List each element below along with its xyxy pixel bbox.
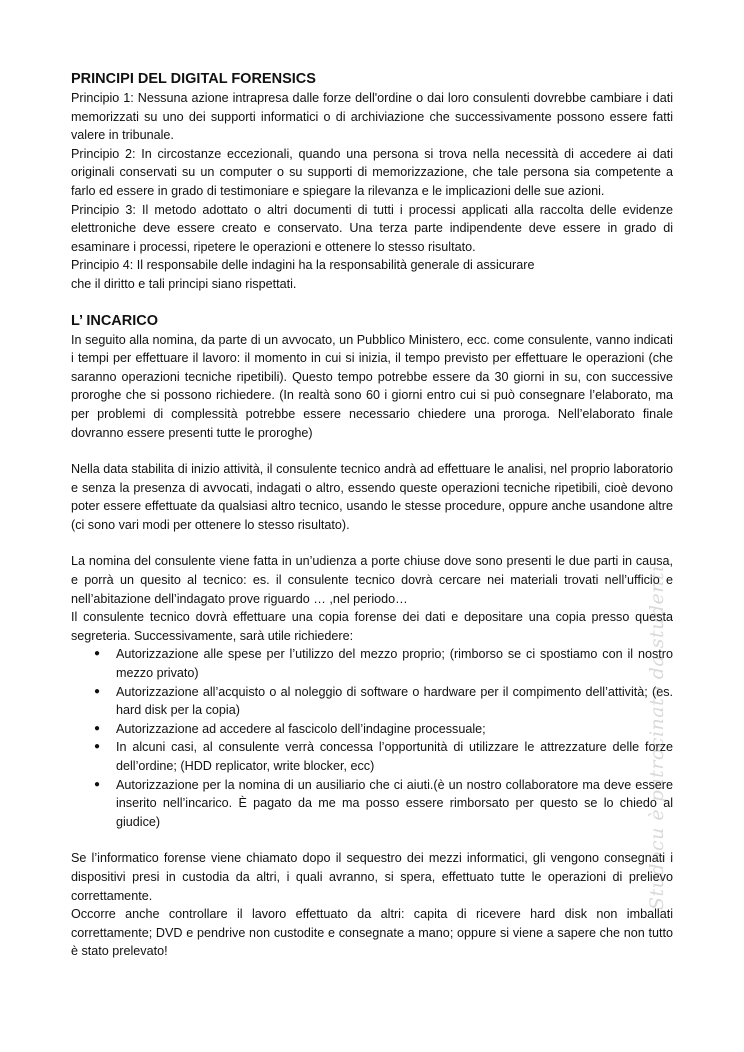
incarico-paragraph-6: Occorre anche controllare il lavoro effettuato da altri: capita di ricevere hard disk non imballati correttamente; DVD e pendrive non custodite e consegnate a mano; oppure si viene a sapere che non tutto è stato prelevato! [71,907,673,959]
incarico-paragraph-3: La nomina del consulente viene fatta in un’udienza a porte chiuse dove sono presenti le due parti in causa, e porrà un quesito al tecnico: es. il consulente tecnico dovrà cercare nei materiali trovati nell’ufficio e nell’abitazione dell’indagato prove riguardo … ,nel periodo… [71,554,673,606]
bullet-icon: ● [94,722,101,734]
principle-4-line-1: Principio 4: Il responsabile delle indagini ha la responsabilità generale di assicurare [71,258,535,273]
incarico-paragraph-4: Il consulente tecnico dovrà effettuare una copia forense dei dati e depositare una copia presso questa segreteria. Successivamente, sarà utile richiedere: [71,610,673,643]
list-item: ● Autorizzazione alle spese per l’utilizzo del mezzo proprio; (rimborso se ci spostiamo con il nostro mezzo privato) [94,647,673,681]
bullet-icon: ● [94,648,101,660]
list-item: ● Autorizzazione per la nomina di un ausiliario che ci aiuti.(è un nostro collaboratore ma deve essere inserito nell’incarico. È pagato da me ma posso essere rimborsato per questo se lo chiedo al giudice) [94,777,673,829]
bullet-icon: ● [94,685,101,697]
principle-4 [71,256,673,293]
bullet-icon: ● [94,778,101,790]
principle-1: Principio 1: Nessuna azione intrapresa dalle forze dell'ordine o dai loro consulenti dovrebbe cambiare i dati memorizzati su uno dei supporti informatici o di archiviazione che successivamente possono essere fatti valere in tribunale. [71,91,673,143]
request-list [71,645,673,831]
section-title-principi: PRINCIPI DEL DIGITAL FORENSICS [71,71,316,87]
principle-2: Principio 2: In circostanze eccezionali, quando una persona si trova nella necessità di accedere ai dati originali conservati su un computer o su supporti di memorizzazione, che tale persona sia competente a farlo ed essere in grado di testimoniare e spiegare la rilevanza e le implicazioni delle sue azioni. [71,146,673,198]
incarico-paragraph-5: Se l’informatico forense viene chiamato dopo il sequestro dei mezzi informatici, gli vengono consegnati i dispositivi presi in custodia da altri, i quali avranno, si spera, effettuato tutte le operazioni di prelievo correttamente. [71,851,673,903]
section-title-incarico: L’ INCARICO [71,312,159,329]
list-item: ● Autorizzazione ad accedere al fascicolo dell’indagine processuale; [71,720,673,739]
document-page [71,70,673,961]
incarico-paragraph-1-text: In seguito alla nomina, da parte di un avvocato, un Pubblico Ministero, ecc. come consulente, vanno indicati i tempi per effettuare il lavoro: il momento in cui si inizia, il tempo previsto per effettuare le operazioni (che saranno operazioni tecniche ripetibili). Questo tempo potrebbe essere da 30 giorni in su, con successive proroghe che si possono richiedere. (In realtà sono 60 i giorni entro cui si può [71,332,673,403]
principle-4-line-2: che il diritto e tali principi siano rispettati. [71,276,297,291]
incarico-paragraph-2: Nella data stabilita di inizio attività, il consulente tecnico andrà ad effettuare le analisi, nel proprio laboratorio e senza la presenza di avvocati, indagati o altro, essendo queste operazioni tecniche ripetibili, cioè devono poter essere effettuate da qualsiasi altro tecnico, usando le stesse procedure, oppure anche usandone altre (ci sono vari modi per ottenere lo stesso risultato). [71,462,673,532]
incarico-paragraph-1-emphasis: consegnare l’elaborato, ma per problemi di complessità potrebbe essere necessario chiedere una proroga. Nell’elaborato finale dovranno essere presenti tutte le proroghe) [71,388,674,440]
incarico-paragraph-1 [71,331,673,443]
list-item: ● In alcuni casi, al consulente verrà concessa l’opportunità di utilizzare le attrezzature delle forze dell’ordine; (HDD replicator, write blocker, ecc) [94,740,673,773]
watermark-text: Studocu è patrocinato da studenti [646,565,668,910]
principle-3: Principio 3: Il metodo adottato o altri documenti di tutti i processi applicati alla raccolta delle evidenze elettroniche deve essere creato e conservato. Una terza parte indipendente deve essere in grado di esaminare i processi, ripetere le operazioni e ottenere lo stesso risultato. [71,202,673,254]
list-item: ● Autorizzazione all’acquisto o al noleggio di software o hardware per il compimento dell’attività; (es. hard disk per la copia) [94,684,673,718]
bullet-icon: ● [94,741,101,753]
